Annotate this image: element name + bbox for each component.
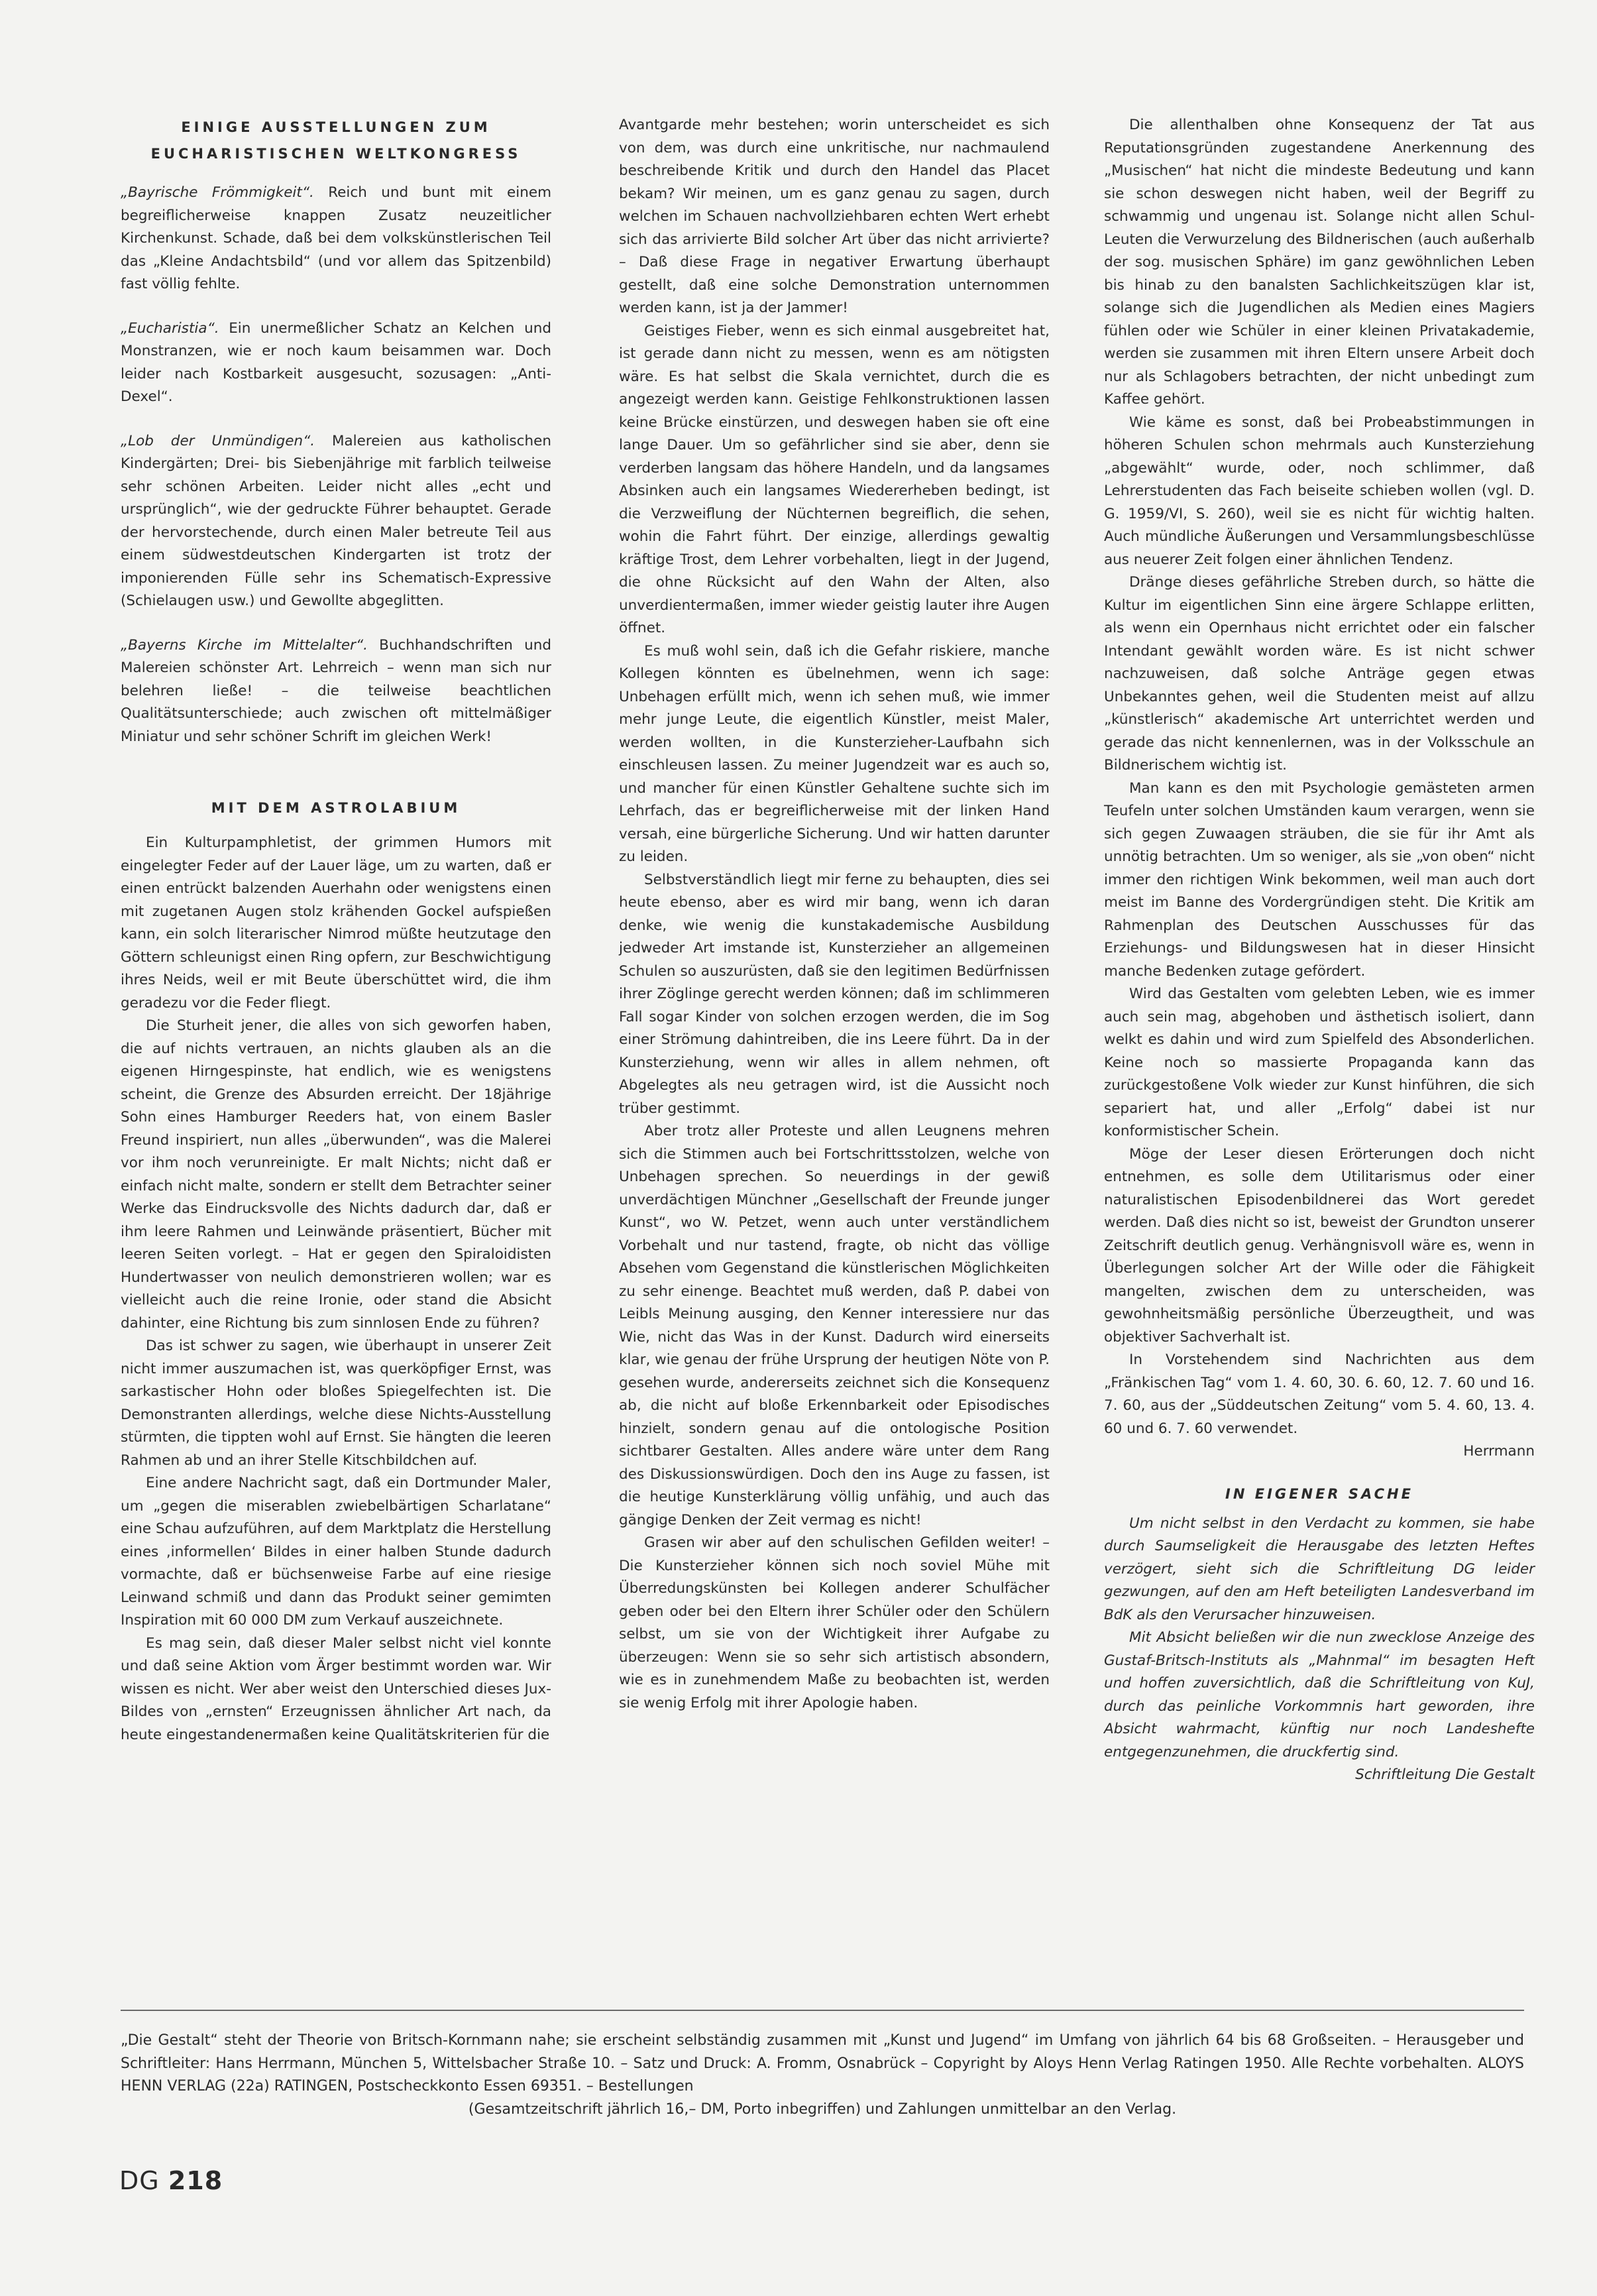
paragraph-text: Reich und bunt mit einem begreiflicherweise knappen Zusatz neuzeitlicher Kirchenkunst. Schade, daß bei dem volkskünstlerischen Teil das „Kleine Andachtsbild“ (und vor allem das Spitzenbild) fast völlig fehlte.	[121, 184, 552, 292]
exhibition-title: „Bayerns Kirche im Mittelalter“.	[121, 636, 368, 654]
exhibition-title: „Eucharistia“.	[121, 319, 219, 337]
paragraph: Avantgarde mehr bestehen; worin unterscheidet es sich von dem, was durch eine unkritische, nur nachmaulend beschreibende Kritik und durch den Handel das Placet bekam? Wir meinen, um es ganz genau zu sagen, durch welchen im Schauen nachvollziehbaren echten Wert erhebt sich das arrivierte Bild solcher Art über das nicht arrivierte? – Daß diese Frage in negativer Erwartung überhaupt gestellt, daß eine solche Demonstration unternommen werden kann, ist ja der Jammer!	[619, 117, 1050, 316]
paragraph: Die allenthalben ohne Konsequenz der Tat aus Reputationsgründen zugestandene Anerkennung des „Musischen“ hat nicht die mindeste Bedeutung und kann sie schon deswegen nicht haben, weil der Begriff zu schwammig und ungenau ist. Solange nicht allen Schul-Leuten die Verwurzelung des Bildnerischen (auch außerhalb der sog. musischen Sphäre) im ganz gewöhnlichen Leben bis hinab zu den banalsten Sachlichkeitszügen klar ist, solange sich die Jugendlichen als Medien eines Magiers fühlen oder wie Schüler in einer kleinen Privatakademie, werden sie zusammen mit ihren Eltern unsere Arbeit doch nur als Schlagobers betrachten, der nicht unbedingt zum Kaffee gehört.	[1104, 117, 1535, 408]
paragraph: Selbstverständlich liegt mir ferne zu behaupten, dies sei heute ebenso, aber es wird mir bang, wenn ich daran denke, wie wenig die kunstakademische Ausbildung jedweder Art imstande ist, Kunsterzieher an allgemeinen Schulen so auszurüsten, daß sie den legitimen Bedürfnissen ihrer Zöglinge gerecht werden können; daß im schlimmeren Fall sogar Kinder von solchen erzogen werden, die im Sog einer Strömung dahintreiben, die ins Leere führt. Da in der Kunsterziehung, wenn wir alles in allem nehmen, oft Abgelegtes als neu getragen wird, ist die Aussicht noch trüber gestimmt.	[619, 871, 1050, 1117]
page-number-value: 218	[168, 2166, 223, 2195]
paragraph: Das ist schwer zu sagen, wie überhaupt in unserer Zeit nicht immer auszumachen ist, was querköpfiger Ernst, was sarkastischer Hohn oder bloßes Spiegelfechten ist. Die Demonstranten allerdings, welche diese Nichts-Ausstellung stürmten, die tippten wohl auf Ernst. Sie hängten die leeren Rahmen ab und an ihrer Stelle Kitschbildchen auf.	[121, 1338, 551, 1469]
exhibition-title: „Lob der Unmündigen“.	[121, 432, 315, 449]
paragraph: Ein Kulturpamphletist, der grimmen Humors mit eingelegter Feder auf der Lauer läge, um zu warten, daß er einen entrückt balzenden Auerhahn oder wenigstens einen mit zugetanen Augen stolz krähenden Gockel aufspießen kann, ein solch literarischer Nimrod müßte heutzutage den Göttern schleunigst einen Ring opfern, zur Beschwichtigung ihres Neids, weil er mit Beute überschüttet wird, die ihm geradezu vor die Feder fliegt.	[121, 834, 551, 1011]
imprint-text: „Die Gestalt“ steht der Theorie von Britsch-Kornmann nahe; sie erscheint selbständig zusammen mit „Kunst und Jugend“ im Umfang von jährlich 64 bis 68 Großseiten. – Herausgeber und Schriftleiter: Hans Herrmann, München 5, Wittelsbacher Straße 10. – Satz und Druck: A. Fromm, Osnabrück – Copyright by Aloys Henn Verlag Ratingen 1950. Alle Rechte vorbehalten. ALOYS HENN VERLAG (22a) RATINGEN, Postscheckkonto Essen 69351. – Bestellungen	[121, 2032, 1524, 2095]
author-signature: Herrmann	[1463, 1443, 1535, 1460]
section-heading-exhibitions	[121, 114, 551, 167]
imprint-last-line: (Gesamtzeitschrift jährlich 16,– DM, Porto inbegriffen) und Zahlungen unmittelbar an den Verlag.	[468, 2100, 1177, 2118]
column-middle	[619, 114, 1050, 1715]
paragraph	[121, 317, 551, 409]
editorial-note: Mit Absicht beließen wir die nun zwecklose Anzeige des Gustaf-Britsch-Instituts als „Mahnmal“ im besagten Heft und hoffen zuversichtlich, daß die Schriftleitung von KuJ, durch das peinliche Vorkommnis hart geworden, ihre Absicht wahrmacht, künftig nur noch Landeshefte entgegenzunehmen, die druckfertig sind.	[1104, 1629, 1535, 1760]
paragraph-text: Buchhandschriften und Malereien schönster Art. Lehrreich – wenn man sich nur belehren ließe! – die teilweise beachtlichen Qualitätsunterschiede; auch zwischen oft mittelmäßiger Miniatur und sehr schöner Schrift im gleichen Werk!	[121, 636, 552, 745]
paragraph: Man kann es den mit Psychologie gemästeten armen Teufeln unter solchen Umständen kaum verargen, wenn sie sich gegen Zuwaagen sträuben, die sie für ihr Amt als unnötig betrachten. Um so weniger, als sie „von oben“ nicht immer den richtigen Wink bekommen, weil man auch dort meist im Banne des Vordergründigen steht. Die Kritik am Rahmenplan des Deutschen Ausschusses für das Erziehungs- und Bildungswesen hat in dieser Hinsicht manche Bedenken zutage gefördert.	[1104, 779, 1535, 980]
paragraph: Wie käme es sonst, daß bei Probeabstimmungen in höheren Schulen schon mehrmals auch Kunsterziehung „abgewählt“ wurde, oder, noch schlimmer, daß Lehrerstudenten das Fach beiseite schieben wollen (vgl. D. G. 1959/VI, S. 260), weil sie es nicht für wichtig halten. Auch mündliche Äußerungen und Versammlungsbeschlüsse aus neuerer Zeit folgen einer ähnlichen Tendenz.	[1104, 414, 1535, 568]
paragraph: In Vorstehendem sind Nachrichten aus dem „Fränkischen Tag“ vom 1. 4. 60, 30. 6. 60, 12. 7. 60 und 16. 7. 60, aus der „Süddeutschen Zeitung“ vom 5. 4. 60, 13. 4. 60 und 6. 7. 60 verwendet.	[1104, 1351, 1535, 1437]
paragraph: Wird das Gestalten vom gelebten Leben, wie es immer auch sein mag, abgehoben und ästhetisch isoliert, dann welkt es dahin und wird zum Spielfeld des Absonderlichen. Keine noch so massierte Propaganda kann das zurückgestoßene Volk wieder zur Kunst hinführen, die sich separiert hat, und aller „Erfolg“ dabei ist nur konformistischer Schein.	[1104, 986, 1535, 1139]
page-number	[119, 2166, 223, 2195]
paragraph: Möge der Leser diesen Erörterungen doch nicht entnehmen, es solle dem Utilitarismus oder einer naturalistischen Episodenbildnerei das Wort geredet werden. Daß dies nicht so ist, beweist der Grundton unserer Zeitschrift deutlich genug. Verhängnisvoll wäre es, wenn in Überlegungen solcher Art der Wille oder die Fähigkeit mangelten, zwischen dem zu unterscheiden, was gewohnheitsmäßig persönliche Überzeugtheit, und was objektiver Sachverhalt ist.	[1104, 1145, 1535, 1346]
editorial-note: Um nicht selbst in den Verdacht zu kommen, sie habe durch Saumseligkeit die Herausgabe des letzten Heftes verzögert, sieht sich die Schriftleitung DG leider gezwungen, auf den am Heft beteiligten Landesverband im BdK als den Verursacher hinzuweisen.	[1104, 1515, 1535, 1623]
paragraph: Es muß wohl sein, daß ich die Gefahr riskiere, manche Kollegen könnten es übelnehmen, wenn ich sage: Unbehagen erfüllt mich, wenn ich sehen muß, wie immer mehr junge Leute, die eigentlich Künstler, meist Maler, werden wollten, in die Kunsterzieher-Laufbahn sich einschleusen lassen. Zu meiner Jugendzeit war es auch so, und mancher für einen Künstler Gehaltene suchte sich im Lehrfach, das er begreiflicherweise mit der linken Hand versah, eine bürgerliche Sicherung. Und wir hatten darunter zu leiden.	[619, 642, 1050, 865]
publisher-imprint	[121, 2030, 1524, 2121]
heading-line-1: EINIGE AUSSTELLUNGEN ZUM	[181, 119, 491, 135]
section-heading-astrolabium: MIT DEM ASTROLABIUM	[211, 800, 461, 816]
paragraph: Grasen wir aber auf den schulischen Gefilden weiter! – Die Kunsterzieher können sich noch soviel Mühe mit Überredungskünsten bei Kollegen anderer Schulfächer geben oder bei den Eltern ihrer Schüler oder den Schülern selbst, um sie von der Wichtigkeit ihrer Aufgabe zu überzeugen: Wenn sie so sehr sich artistisch absondern, wie es in zunehmendem Maße zu beobachten ist, werden sie wenig Erfolg mit ihrer Apologie haben.	[619, 1534, 1050, 1711]
paragraph: Die Sturheit jener, die alles von sich geworfen haben, die auf nichts vertrauen, an nichts glauben als an die eigenen Hirngespinste, hat endlich, wie es wenigstens scheint, die Grenze des Absurden erreicht. Der 18jährige Sohn eines Hamburger Reeders hat, von einem Basler Freund inspiriert, nun alles „überwunden“, was die Malerei vor ihm noch verunreinigte. Er malt Nichts; nicht daß er einfach nicht malte, sondern er stellt dem Betrachter seiner Werke das Eindrucksvolle des Nichts dadurch dar, daß er ihm leere Rahmen und Leinwände präsentiert, Bücher mit leeren Seiten vorlegt. – Hat er gegen den Spiraloidisten Hundertwasser von neulich demonstrieren wollen; war es vielleicht auch die reine Ironie, oder stand die Absicht dahinter, eine Richtung bis zum sinnlosen Ende zu führen?	[121, 1017, 551, 1332]
journal-abbreviation: DG	[119, 2166, 160, 2195]
footer-divider	[121, 2010, 1524, 2011]
paragraph	[121, 634, 551, 749]
paragraph: Geistiges Fieber, wenn es sich einmal ausgebreitet hat, ist gerade dann nicht zu messen, wenn es am nötigsten wäre. Es hat selbst die Skala vernichtet, durch die es angezeigt werden kann. Geistige Fehlkonstruktionen lassen keine Brücke einstürzen, und deswegen haben sie oft eine lange Dauer. Um so gefährlicher sind sie aber, denn sie verderben langsam das höhere Handeln, und da langsames Absinken auch ein langsames Wiedererheben bedingt, ist die Verzweiflung der Nüchternen begreiflich, die sehen, wohin die Fahrt führt. Der einzige, allerdings gewaltig kräftige Trost, dem Lehrer vorbehalten, liegt in der Jugend, die ohne Rücksicht auf den Wahn der Alten, also unverdientermaßen, immer wieder geistig lauter ihre Augen öffnet.	[619, 322, 1050, 636]
column-left	[121, 114, 551, 1747]
paragraph: Eine andere Nachricht sagt, daß ein Dortmunder Maler, um „gegen die miserablen zwiebelbärtigen Scharlatane“ eine Schau aufzuführen, auf dem Marktplatz die Herstellung eines ‚informellen‘ Bildes in einer halben Stunde dadurch vormachte, daß er büchsenweise Farbe auf eine riesige Leinwand schmiß und dann das Produkt seiner gemimten Inspiration mit 60 000 DM zum Verkauf auszeichnete.	[121, 1475, 551, 1629]
paragraph: Aber trotz aller Proteste und allen Leugnens mehren sich die Stimmen auch bei Fortschrittsstolzen, welche von Unbehagen sprechen. So neuerdings in der gewiß unverdächtigen Münchner „Gesellschaft der Freunde junger Kunst“, wo W. Petzet, wenn auch unter verständlichem Vorbehalt und nur tastend, fragte, ob nicht das völlige Absehen vom Gegenstand die künstlerischen Möglichkeiten zu sehr einenge. Beachtet muß werden, daß P. dabei von Leibls Meinung ausging, den Kenner interessiere nur das Wie, nicht das Was in der Kunst. Dadurch wird einerseits klar, wie genau der frühe Ursprung der heutigen Nöte von P. gesehen wurde, andererseits zeichnet sich die Konsequenz ab, die nicht auf bloße Erkennbarkeit oder Episodisches hinzielt, sondern genau auf die ontologische Position sichtbarer Gestalten. Alles andere wäre unter dem Rang des Diskussionswürdigen. Doch den ins Auge zu fassen, ist die heutige Kunsterklärung völlig unfähig, und auch das gängige Denken der Zeit vermag es nicht!	[619, 1123, 1050, 1528]
heading-line-2: EUCHARISTISCHEN WELTKONGRESS	[150, 146, 522, 162]
paragraph	[121, 430, 551, 613]
editorial-signature: Schriftleitung Die Gestalt	[1355, 1766, 1535, 1783]
column-right	[1104, 114, 1535, 1787]
paragraph	[121, 182, 551, 296]
exhibition-title: „Bayrische Frömmigkeit“.	[121, 184, 314, 201]
paragraph: Es mag sein, daß dieser Maler selbst nicht viel konnte und daß seine Aktion vom Ärger bestimmt worden war. Wir wissen es nicht. Wer aber weist den Unterschied dieses Jux-Bildes von „ernsten“ Erzeugnissen ähnlicher Art nach, da heute eingestandenermaßen keine Qualitätskriterien für die	[121, 1635, 551, 1743]
paragraph-text: Malereien aus katholischen Kindergärten; Drei- bis Siebenjährige mit farblich teilweise sehr schönen Arbeiten. Leider nicht alles „echt und ursprünglich“, wie der gedruckte Führer behauptet. Gerade der hervorstechende, durch einen Maler betreute Teil aus einem südwestdeutschen Kindergarten ist trotz der imponierenden Fülle sehr ins Schematisch-Expressive (Schielaugen usw.) und Gewollte abgeglitten.	[121, 432, 551, 609]
section-heading-eigener-sache: IN EIGENER SACHE	[1225, 1485, 1413, 1502]
paragraph: Dränge dieses gefährliche Streben durch, so hätte die Kultur im eigentlichen Sinn eine ärgere Schlappe erlitten, als wenn ein Opernhaus nicht errichtet oder ein falscher Intendant gewählt worden wäre. Es ist nicht schwer nachzuweisen, daß solche Anträge gegen etwas Unbekanntes gehen, weil die Studenten meist auf allzu „künstlerisch“ akademische Art unterrichtet werden und gerade das nicht kennenlernen, was in der Volksschule an Bildnerischem wichtig ist.	[1104, 574, 1535, 774]
paragraph-text: Ein unermeßlicher Schatz an Kelchen und Monstranzen, wie er noch kaum beisammen war. Doch leider nach Kostbarkeit ausgesucht, sozusagen: „Anti-Dexel“.	[121, 319, 551, 405]
